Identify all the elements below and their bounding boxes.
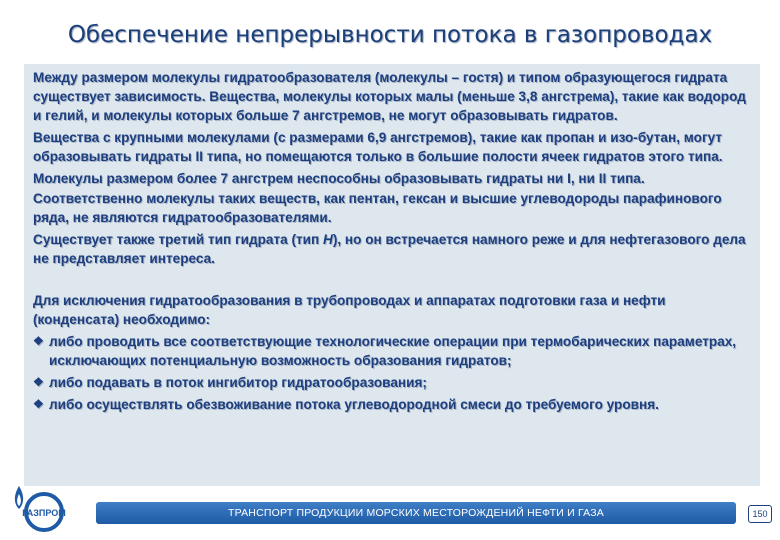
paragraph-over-7-angstrom: Молекулы размером более 7 ангстрем неспособны образовывать гидраты ни I, ни II типа. Соответственно молекулы таких веществ, как пентан, гексан и высшие углеводороды парафинового ряда, не являются гидратообразователями. [33,171,722,225]
diamond-arrow-icon: ❖ [33,397,44,412]
bullet-item [33,373,754,392]
bullet-item [33,395,754,414]
gazprom-logo [6,476,86,536]
bullet-text: либо подавать в поток ингибитор гидратообразования; [49,375,427,391]
svg-text:ГАЗПРОМ: ГАЗПРОМ [22,508,66,518]
paragraph-large-molecules: Вещества с крупными молекулами (с размерами 6,9 ангстремов), такие как пропан и изо-бутан, могут образовывать гидраты II типа, но помещаются только в большие полости ячеек гидратов этого типа. [33,130,723,165]
third-type-after: ), но он встречается намного реже и для нефтегазового дела не представляет интереса. [33,231,746,266]
bullet-text: либо проводить все соответствующие технологические операции при термобарических параметрах, исключающих потенциальную возможность образования гидратов; [49,334,737,369]
slide-title: Обеспечение непрерывности потока в газопроводах [67,22,713,48]
paragraph-size-dependence: Между размером молекулы гидратообразователя (молекулы – гостя) и типом образующегося гидрата существует зависимость. Вещества, молекулы которых малы (меньше 3,8 ангстрема), такие как водород и гелий, и молекулы которых больше 7 ангстремов, не могут образовывать гидратов. [33,70,746,124]
bullet-item [33,332,754,370]
page-number: 150 [748,505,772,523]
bullet-text: либо осуществлять обезвоживание потока углеводородной смеси до требуемого уровня. [49,397,659,413]
third-type-before: Существует также третий тип гидрата (тип [33,231,324,247]
diamond-arrow-icon: ❖ [33,334,44,349]
third-type-letter: H [323,231,333,247]
footer-bar: ТРАНСПОРТ ПРОДУКЦИИ МОРСКИХ МЕСТОРОЖДЕНИЙ НЕФТИ И ГАЗА [96,502,736,524]
diamond-arrow-icon: ❖ [33,375,44,390]
paragraph-third-type [33,230,754,268]
prevention-intro: Для исключения гидратообразования в трубопроводах и аппаратах подготовки газа и нефти (конденсата) необходимо: [33,292,666,328]
content-box [24,64,760,486]
